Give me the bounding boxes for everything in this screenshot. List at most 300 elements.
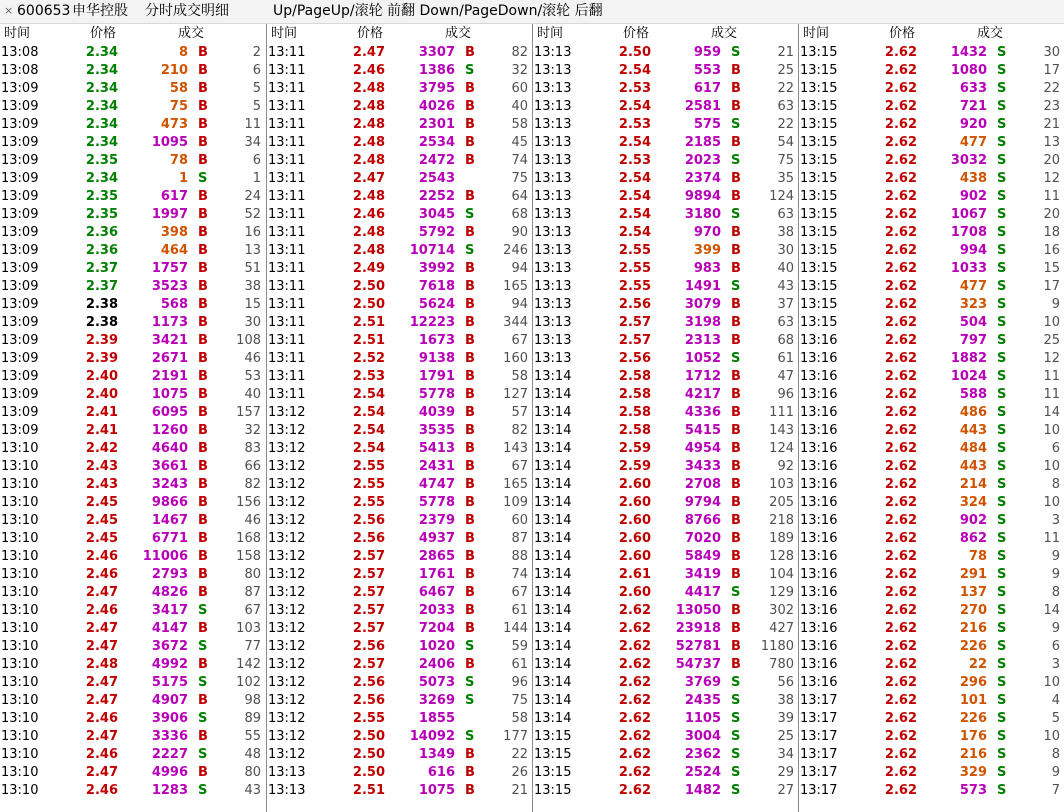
table-row[interactable] [799, 332, 1064, 350]
trade-volume: 1491 [684, 279, 721, 294]
trade-count: 94 [511, 261, 528, 276]
table-row[interactable] [799, 674, 1064, 692]
table-row[interactable] [0, 188, 266, 206]
buy-sell-flag: S [731, 765, 741, 780]
table-row[interactable] [799, 98, 1064, 116]
trade-time: 13:11 [268, 387, 306, 402]
trade-price: 2.62 [884, 531, 917, 546]
table-row[interactable] [799, 152, 1064, 170]
table-row[interactable] [799, 314, 1064, 332]
table-row[interactable] [799, 566, 1064, 584]
table-row[interactable] [533, 548, 798, 566]
trade-time: 13:13 [534, 99, 572, 114]
trade-volume: 1712 [684, 369, 721, 384]
table-row[interactable] [267, 566, 532, 584]
trade-time: 13:14 [534, 657, 572, 672]
trade-count: 40 [511, 99, 528, 114]
table-row[interactable] [533, 62, 798, 80]
table-row[interactable] [267, 260, 532, 278]
table-row[interactable] [533, 764, 798, 782]
trade-price: 2.54 [618, 135, 651, 150]
table-row[interactable] [0, 296, 266, 314]
trade-price: 2.41 [85, 405, 118, 420]
trade-price: 2.47 [85, 621, 118, 636]
trade-count: 128 [769, 549, 794, 564]
table-row[interactable] [267, 512, 532, 530]
trade-price: 2.54 [352, 423, 385, 438]
table-row[interactable] [799, 80, 1064, 98]
trade-count: 129 [769, 585, 794, 600]
buy-sell-flag: B [198, 189, 208, 204]
table-row[interactable] [267, 152, 532, 170]
table-row[interactable] [0, 44, 266, 62]
trade-count: 8 [1051, 747, 1060, 762]
trade-volume: 3004 [684, 729, 721, 744]
table-row[interactable] [0, 242, 266, 260]
trade-time: 13:13 [534, 297, 572, 312]
trade-count: 5 [252, 99, 261, 114]
trade-price: 2.62 [884, 369, 917, 384]
trade-volume: 1467 [151, 513, 188, 528]
table-row[interactable] [267, 674, 532, 692]
table-row[interactable] [267, 458, 532, 476]
trade-price: 2.62 [884, 207, 917, 222]
table-row[interactable] [533, 206, 798, 224]
table-row[interactable] [267, 620, 532, 638]
trade-count: 11 [244, 117, 261, 132]
trade-volume: 473 [160, 117, 188, 132]
buy-sell-flag: B [731, 441, 741, 456]
trade-price: 2.62 [884, 513, 917, 528]
table-row[interactable] [799, 638, 1064, 656]
table-row[interactable] [533, 440, 798, 458]
table-row[interactable] [0, 314, 266, 332]
table-row[interactable] [0, 404, 266, 422]
table-row[interactable] [267, 728, 532, 746]
buy-sell-flag: B [465, 135, 475, 150]
trade-volume: 78 [968, 549, 987, 564]
table-row[interactable] [799, 386, 1064, 404]
table-row[interactable] [533, 530, 798, 548]
table-row[interactable] [799, 278, 1064, 296]
table-row[interactable] [267, 350, 532, 368]
table-row[interactable] [533, 404, 798, 422]
table-row[interactable] [799, 764, 1064, 782]
table-row[interactable] [533, 512, 798, 530]
table-row[interactable] [0, 368, 266, 386]
table-row[interactable] [267, 332, 532, 350]
trade-volume: 324 [959, 495, 987, 510]
table-row[interactable] [799, 170, 1064, 188]
table-row[interactable] [267, 278, 532, 296]
trade-volume: 3906 [151, 711, 188, 726]
table-row[interactable] [267, 296, 532, 314]
table-row[interactable] [0, 80, 266, 98]
table-row[interactable] [267, 764, 532, 782]
trade-volume: 2793 [151, 567, 188, 582]
table-row[interactable] [533, 656, 798, 674]
trade-count: 87 [511, 531, 528, 546]
trade-count: 55 [244, 729, 261, 744]
table-row[interactable] [799, 728, 1064, 746]
table-row[interactable] [799, 620, 1064, 638]
table-row[interactable] [267, 368, 532, 386]
table-row[interactable] [533, 422, 798, 440]
trade-volume: 12223 [409, 315, 455, 330]
table-row[interactable] [0, 98, 266, 116]
buy-sell-flag: S [731, 711, 741, 726]
trade-time: 13:14 [534, 639, 572, 654]
trade-price: 2.54 [618, 189, 651, 204]
trade-time: 13:15 [800, 243, 838, 258]
table-row[interactable] [267, 116, 532, 134]
table-row[interactable] [267, 242, 532, 260]
trade-count: 21 [777, 45, 794, 60]
trade-price: 2.55 [352, 711, 385, 726]
table-row[interactable] [267, 548, 532, 566]
trade-volume: 10714 [409, 243, 455, 258]
trade-count: 67 [511, 333, 528, 348]
trade-panel-3 [532, 24, 798, 812]
table-row[interactable] [267, 80, 532, 98]
trade-price: 2.58 [618, 369, 651, 384]
trade-price: 2.56 [352, 675, 385, 690]
table-row[interactable] [267, 494, 532, 512]
buy-sell-flag: S [731, 747, 741, 762]
trade-volume: 8766 [684, 513, 721, 528]
table-row[interactable] [0, 494, 266, 512]
table-row[interactable] [533, 116, 798, 134]
trade-time: 13:14 [534, 549, 572, 564]
table-row[interactable] [267, 602, 532, 620]
buy-sell-flag: S [997, 729, 1007, 744]
trade-time: 13:09 [1, 351, 39, 366]
buy-sell-flag: B [465, 189, 475, 204]
table-row[interactable] [0, 512, 266, 530]
table-row[interactable] [533, 44, 798, 62]
table-row[interactable] [0, 134, 266, 152]
trade-time: 13:16 [800, 405, 838, 420]
trade-time: 13:10 [1, 621, 39, 636]
table-row[interactable] [0, 350, 266, 368]
trade-volume: 862 [959, 531, 987, 546]
trade-time: 13:11 [268, 135, 306, 150]
trade-count: 12 [1043, 171, 1060, 186]
table-row[interactable] [267, 476, 532, 494]
trade-count: 63 [777, 207, 794, 222]
table-row[interactable] [799, 530, 1064, 548]
trade-volume: 1882 [950, 351, 987, 366]
trade-count: 22 [777, 117, 794, 132]
trade-price: 2.56 [618, 351, 651, 366]
table-row[interactable] [0, 620, 266, 638]
table-row[interactable] [533, 224, 798, 242]
table-row[interactable] [0, 692, 266, 710]
buy-sell-flag: B [198, 297, 208, 312]
table-row[interactable] [0, 656, 266, 674]
trade-volume: 2524 [684, 765, 721, 780]
trade-volume: 7020 [684, 531, 721, 546]
table-row[interactable] [267, 98, 532, 116]
trade-volume: 573 [959, 783, 987, 798]
trade-count: 67 [511, 585, 528, 600]
buy-sell-flag: S [997, 405, 1007, 420]
table-row[interactable] [267, 710, 532, 728]
trade-count: 74 [511, 153, 528, 168]
buy-sell-flag: S [198, 783, 208, 798]
table-row[interactable] [0, 584, 266, 602]
table-row[interactable] [267, 782, 532, 800]
table-row[interactable] [0, 152, 266, 170]
table-row[interactable] [799, 692, 1064, 710]
table-row[interactable] [0, 170, 266, 188]
table-row[interactable] [799, 746, 1064, 764]
buy-sell-flag: B [198, 225, 208, 240]
table-row[interactable] [799, 116, 1064, 134]
table-row[interactable] [799, 44, 1064, 62]
trade-volume: 2708 [684, 477, 721, 492]
table-row[interactable] [533, 332, 798, 350]
table-row[interactable] [533, 242, 798, 260]
table-row[interactable] [0, 764, 266, 782]
table-row[interactable] [799, 134, 1064, 152]
trade-count: 80 [244, 765, 261, 780]
table-row[interactable] [533, 368, 798, 386]
table-row[interactable] [267, 134, 532, 152]
header-volume: 成交 [178, 26, 205, 41]
table-row[interactable] [533, 260, 798, 278]
table-row[interactable] [0, 602, 266, 620]
table-row[interactable] [267, 188, 532, 206]
table-row[interactable] [533, 350, 798, 368]
table-row[interactable] [0, 206, 266, 224]
table-row[interactable] [267, 170, 532, 188]
trade-volume: 3672 [151, 639, 188, 654]
table-row[interactable] [533, 188, 798, 206]
table-row[interactable] [533, 782, 798, 800]
trade-time: 13:13 [534, 171, 572, 186]
table-row[interactable] [799, 494, 1064, 512]
trade-volume: 4826 [151, 585, 188, 600]
table-row[interactable] [799, 512, 1064, 530]
table-row[interactable] [799, 656, 1064, 674]
table-row[interactable] [267, 224, 532, 242]
table-row[interactable] [799, 224, 1064, 242]
trade-time: 13:10 [1, 783, 39, 798]
trade-detail-panels[interactable] [0, 24, 1064, 812]
trade-count: 22 [777, 81, 794, 96]
table-row[interactable] [533, 602, 798, 620]
trade-count: 43 [777, 279, 794, 294]
trade-volume: 137 [959, 585, 987, 600]
table-row[interactable] [533, 746, 798, 764]
buy-sell-flag: S [731, 783, 741, 798]
table-row[interactable] [533, 296, 798, 314]
table-row[interactable] [267, 656, 532, 674]
table-row[interactable] [267, 62, 532, 80]
table-row[interactable] [533, 494, 798, 512]
trade-time: 13:15 [800, 117, 838, 132]
buy-sell-flag: S [465, 675, 475, 690]
table-row[interactable] [0, 440, 266, 458]
table-row[interactable] [0, 746, 266, 764]
table-row[interactable] [0, 728, 266, 746]
trade-count: 75 [511, 171, 528, 186]
trade-count: 7 [1051, 783, 1060, 798]
table-row[interactable] [0, 332, 266, 350]
table-row[interactable] [267, 440, 532, 458]
table-row[interactable] [267, 746, 532, 764]
trade-volume: 4937 [418, 531, 455, 546]
table-row[interactable] [799, 476, 1064, 494]
trade-count: 47 [777, 369, 794, 384]
trade-volume: 1386 [418, 63, 455, 78]
table-row[interactable] [533, 458, 798, 476]
table-row[interactable] [0, 548, 266, 566]
table-row[interactable] [533, 728, 798, 746]
table-row[interactable] [799, 242, 1064, 260]
table-row[interactable] [267, 44, 532, 62]
table-row[interactable] [799, 350, 1064, 368]
trade-price: 2.51 [352, 783, 385, 798]
table-row[interactable] [0, 674, 266, 692]
buy-sell-flag: B [465, 279, 475, 294]
trade-count: 58 [511, 711, 528, 726]
trade-volume: 2472 [418, 153, 455, 168]
table-row[interactable] [533, 80, 798, 98]
trade-time: 13:16 [800, 423, 838, 438]
table-row[interactable] [0, 422, 266, 440]
table-row[interactable] [0, 260, 266, 278]
table-row[interactable] [799, 440, 1064, 458]
column-header [267, 24, 532, 44]
table-row[interactable] [0, 62, 266, 80]
table-row[interactable] [267, 422, 532, 440]
trade-volume: 8 [178, 45, 188, 60]
table-row[interactable] [0, 224, 266, 242]
table-row[interactable] [533, 584, 798, 602]
table-row[interactable] [799, 188, 1064, 206]
buy-sell-flag: S [465, 693, 475, 708]
table-row[interactable] [799, 368, 1064, 386]
table-row[interactable] [799, 422, 1064, 440]
trade-time: 13:14 [534, 513, 572, 528]
table-row[interactable] [533, 152, 798, 170]
trade-time: 13:16 [800, 531, 838, 546]
table-row[interactable] [533, 98, 798, 116]
trade-price: 2.48 [352, 243, 385, 258]
table-row[interactable] [799, 260, 1064, 278]
table-row[interactable] [799, 62, 1064, 80]
trade-volume: 398 [160, 225, 188, 240]
trade-volume: 11006 [142, 549, 188, 564]
table-row[interactable] [799, 602, 1064, 620]
trade-panel-2 [266, 24, 532, 812]
trade-price: 2.50 [352, 279, 385, 294]
table-row[interactable] [533, 692, 798, 710]
buy-sell-flag: B [198, 351, 208, 366]
trade-price: 2.54 [352, 405, 385, 420]
table-row[interactable] [799, 710, 1064, 728]
trade-count: 17 [1043, 279, 1060, 294]
table-row[interactable] [533, 170, 798, 188]
table-row[interactable] [267, 530, 532, 548]
trade-time: 13:09 [1, 387, 39, 402]
table-row[interactable] [533, 566, 798, 584]
table-row[interactable] [267, 206, 532, 224]
table-row[interactable] [0, 116, 266, 134]
table-row[interactable] [267, 404, 532, 422]
header-price: 价格 [90, 26, 117, 41]
table-row[interactable] [533, 710, 798, 728]
table-row[interactable] [533, 620, 798, 638]
table-row[interactable] [533, 638, 798, 656]
table-row[interactable] [0, 386, 266, 404]
table-row[interactable] [799, 206, 1064, 224]
table-row[interactable] [0, 278, 266, 296]
table-row[interactable] [799, 458, 1064, 476]
trade-time: 13:13 [534, 135, 572, 150]
table-row[interactable] [799, 296, 1064, 314]
trade-price: 2.55 [352, 477, 385, 492]
trade-volume: 3269 [418, 693, 455, 708]
table-row[interactable] [533, 278, 798, 296]
trade-time: 13:09 [1, 225, 39, 240]
table-row[interactable] [267, 314, 532, 332]
table-row[interactable] [0, 566, 266, 584]
trade-time: 13:09 [1, 135, 39, 150]
table-row[interactable] [267, 584, 532, 602]
table-row[interactable] [0, 710, 266, 728]
trade-volume: 3032 [950, 153, 987, 168]
buy-sell-flag: B [731, 567, 741, 582]
table-row[interactable] [0, 458, 266, 476]
table-row[interactable] [0, 782, 266, 800]
close-icon[interactable]: × [4, 4, 14, 17]
trade-price: 2.48 [85, 657, 118, 672]
trade-count: 46 [244, 351, 261, 366]
trade-time: 13:13 [534, 207, 572, 222]
trade-price: 2.62 [884, 225, 917, 240]
table-row[interactable] [267, 386, 532, 404]
trade-count: 10 [1043, 423, 1060, 438]
table-row[interactable] [799, 548, 1064, 566]
table-row[interactable] [799, 782, 1064, 800]
table-row[interactable] [0, 476, 266, 494]
table-row[interactable] [533, 386, 798, 404]
table-row[interactable] [799, 584, 1064, 602]
trade-count: 27 [777, 783, 794, 798]
table-row[interactable] [533, 476, 798, 494]
trade-count: 68 [777, 333, 794, 348]
buy-sell-flag: B [465, 495, 475, 510]
table-row[interactable] [267, 692, 532, 710]
trade-count: 34 [777, 747, 794, 762]
table-row[interactable] [533, 134, 798, 152]
trade-volume: 588 [959, 387, 987, 402]
table-row[interactable] [0, 638, 266, 656]
trade-time: 13:17 [800, 693, 838, 708]
stock-name: 申华控股 [72, 3, 128, 19]
table-row[interactable] [799, 404, 1064, 422]
table-row[interactable] [267, 638, 532, 656]
trade-count: 25 [777, 729, 794, 744]
trade-volume: 329 [959, 765, 987, 780]
table-row[interactable] [533, 314, 798, 332]
table-row[interactable] [0, 530, 266, 548]
trade-price: 2.62 [884, 387, 917, 402]
table-row[interactable] [533, 674, 798, 692]
